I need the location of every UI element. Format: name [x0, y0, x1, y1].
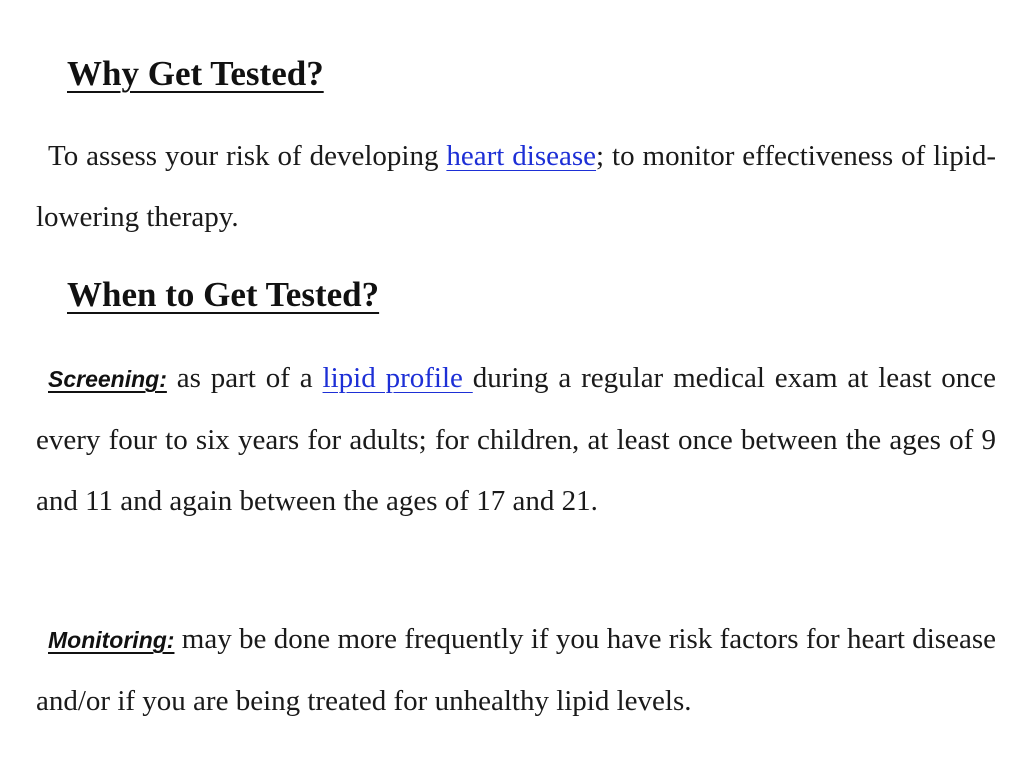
- purpose-text-after: ; to monitor effectiveness of lipid-lowering therapy.: [36, 140, 997, 233]
- when-to-get-tested-heading: When to Get Tested?: [67, 275, 380, 314]
- monitoring-paragraph: [36, 609, 996, 732]
- screening-label: Screening:: [48, 366, 167, 392]
- monitoring-text: may be done more frequently if you have risk factors for heart disease and/or if you are being treated for unhealthy lipid levels.: [36, 623, 996, 717]
- heart-disease-link[interactable]: heart disease: [446, 140, 597, 172]
- lipid-profile-link[interactable]: lipid profile: [322, 362, 473, 394]
- screening-text-after: during a regular medical exam at least once every four to six years for adults; for children, at least once between the ages of 9 and 11 and again between the ages of 17 and 21.: [36, 362, 996, 517]
- why-get-tested-paragraph: [36, 126, 996, 248]
- screening-text-before: as part of a: [166, 362, 323, 394]
- why-get-tested-heading: Why Get Tested?: [67, 54, 324, 93]
- screening-paragraph: [36, 348, 996, 532]
- purpose-text-before: To assess your risk of developing: [48, 140, 447, 172]
- monitoring-label: Monitoring:: [48, 627, 175, 653]
